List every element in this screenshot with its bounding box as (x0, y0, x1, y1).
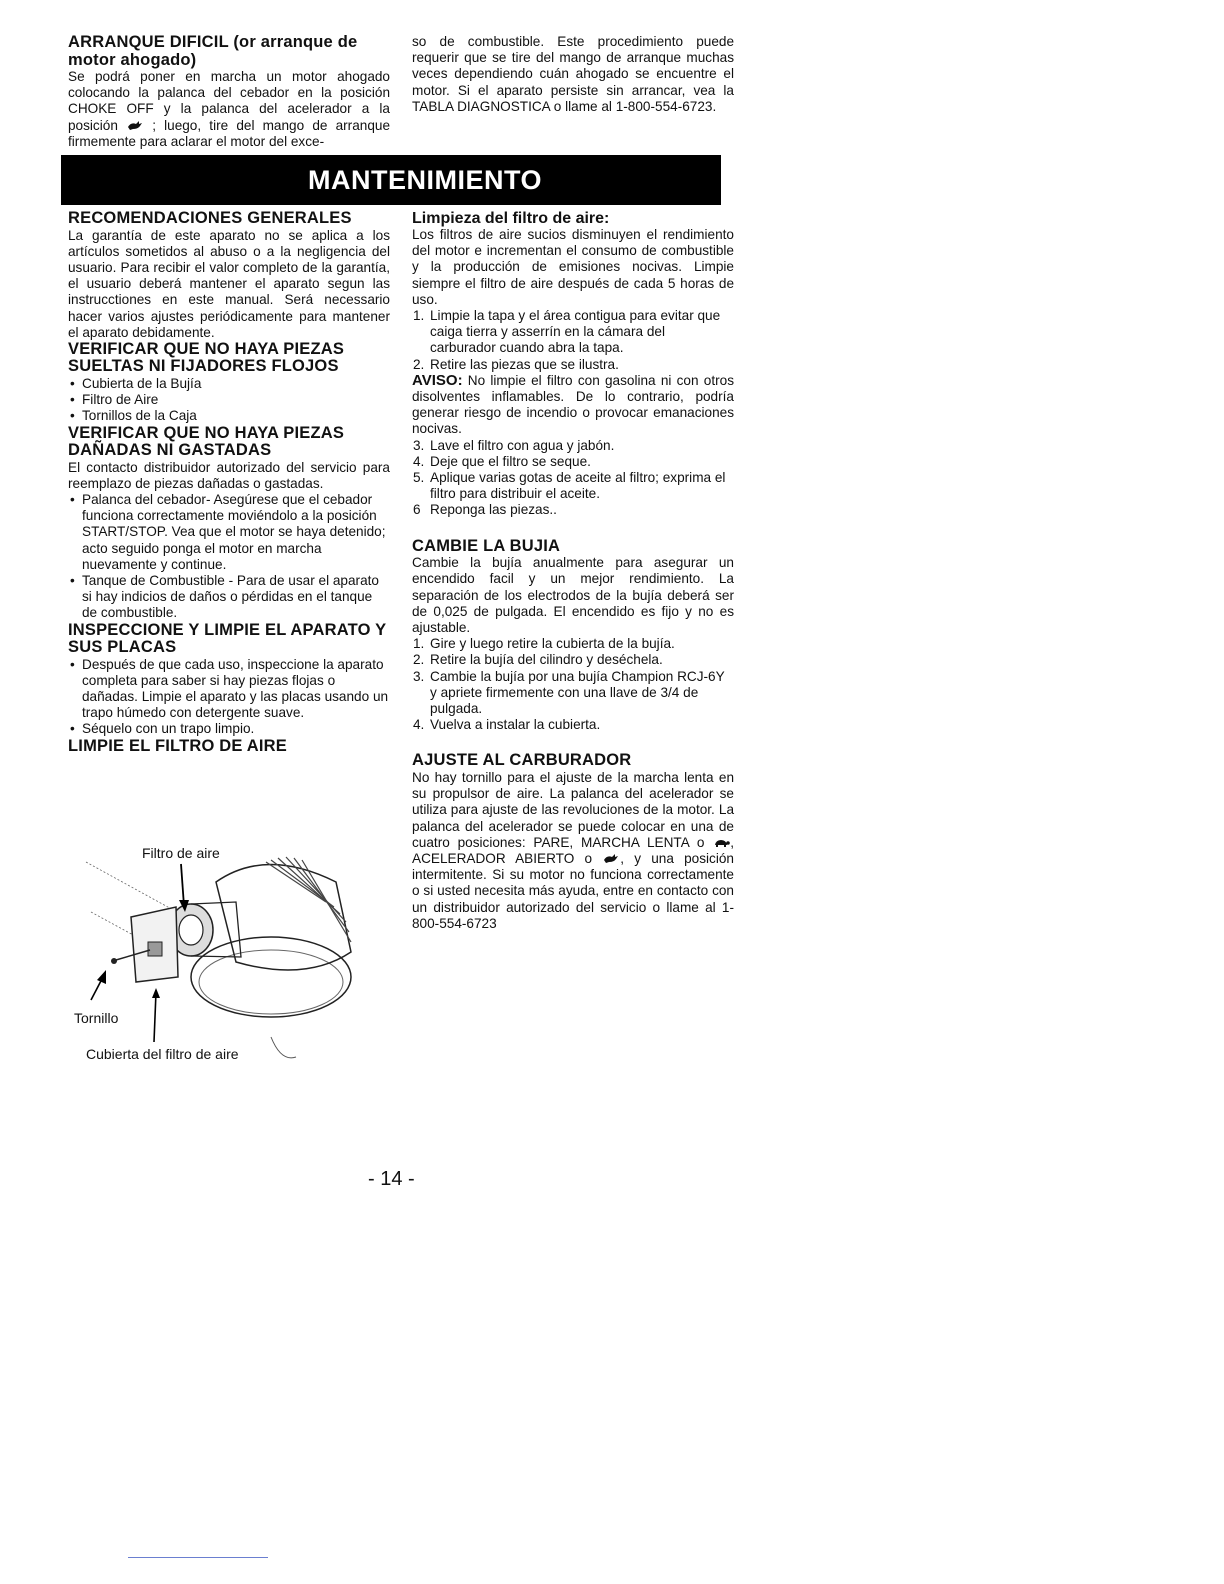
inspeccione-list (68, 657, 390, 738)
carburador-heading: AJUSTE AL CARBURADOR (412, 751, 632, 770)
limpieza-text: Los filtros de aire sucios disminuyen el rendimiento del motor e incrementan el consumo de combustible y la producción de emisiones nocivas. Limpie siempre el filtro de aire después de cada 5 horas de uso. (412, 227, 734, 307)
right-column (412, 210, 734, 932)
top-left-column (68, 34, 390, 150)
aviso-paragraph (412, 373, 734, 438)
verificar-danadas-list (68, 492, 390, 622)
footer-divider (128, 1557, 268, 1558)
inspeccione-heading: INSPECCIONE Y LIMPIE EL APARATO Y SUS PLACAS (68, 620, 387, 657)
list-item: 4. Deje que el filtro se seque. (413, 453, 591, 469)
air-filter-illustration (66, 842, 366, 1072)
label-cubierta-filtro: Cubierta del filtro de aire (86, 1046, 239, 1062)
bujia-heading: CAMBIE LA BUJIA (412, 536, 561, 555)
banner-title: MANTENIMIENTO (308, 164, 542, 195)
list-item: • Palanca del cebador- Asegúrese que el cebador funciona correctamente moviéndolo a la posición START/STOP. Vea que el motor se haya detenido; acto seguido ponga el motor en marcha nuevamente y continue. (68, 492, 390, 573)
aviso-text: No limpie el filtro con gasolina ni con otros disolventes inflamables. De lo contrario, podría generar riesgo de incendio o provocar emanaciones nocivas. (412, 372, 734, 437)
section-banner (61, 155, 721, 205)
verificar-danadas-heading: VERIFICAR QUE NO HAYA PIEZAS DAÑADAS NI GASTADAS (68, 423, 345, 460)
arranque-heading: ARRANQUE DIFICIL (or arranque de motor ahogado) (68, 33, 358, 69)
arranque-continued-text: so de combustible. Este procedimiento puede requerir que se tire del mango de arranque muchas veces dependiendo cuán ahogado se encuentre el motor. Si el aparato persiste sin arrancar, vea la TABLA DIAGNOSTICA o llame al 1-800-554-6723. (412, 34, 734, 114)
list-item: 1. Gire y luego retire la cubierta de la bujía. (413, 636, 675, 652)
list-item: • Séquelo con un trapo limpio. (68, 721, 390, 737)
list-item: 3. Cambie la bujía por una bujía Champion RCJ-6Y y apriete firmemente con una llave de 3/4 de pulgada. (413, 668, 725, 716)
rabbit-fast-icon (126, 120, 144, 131)
verificar-sueltas-list (68, 376, 390, 425)
air-filter-figure (66, 842, 366, 1072)
rabbit-fast-icon (602, 853, 620, 864)
limpieza-steps-b (412, 438, 734, 519)
left-column (68, 210, 390, 755)
list-item: • Tornillos de la Caja (68, 408, 390, 424)
list-item: 5. Aplique varias gotas de aceite al filtro; exprima el filtro para distribuir el aceite. (413, 470, 726, 502)
limpieza-heading: Limpieza del filtro de aire: (412, 210, 610, 227)
recomendaciones-heading: RECOMENDACIONES GENERALES (68, 209, 352, 227)
list-item: • Cubierta de la Bujía (68, 376, 390, 392)
recomendaciones-text: La garantía de este aparato no se aplica a los artículos sometidos al abuso o a la negligencia del usuario. Para recibir el valor completo de la garantía, el usuario deberá mantener el aparato segun las instrucctiones en este manual. Será necessario hacer varios ajustes periódicamente para mantener el aparato debidamente. (68, 227, 390, 340)
verificar-danadas-text: El contacto distribuidor autorizado del servicio para reemplazo de piezas dañadas o gastadas. (68, 459, 390, 491)
page-number: - 14 - (368, 1168, 415, 1190)
list-item: 2. Retire la bujía del cilindro y deséchela. (413, 652, 663, 668)
list-item: 4. Vuelva a instalar la cubierta. (413, 717, 601, 733)
aviso-label: AVISO: (412, 371, 463, 389)
list-item: • Filtro de Aire (68, 392, 390, 408)
bujia-text: Cambie la bujía anualmente para asegurar un encendido facil y un mejor rendimiento. La separación de los electrodos de la bujía deberá ser de 0,025 de pulgada. El encendido es fijo y no es ajustable. (412, 555, 734, 635)
list-item: 1. Limpie la tapa y el área contigua para evitar que caiga tierra y asserrín en la cámara del carburador cuando abra la tapa. (413, 308, 721, 356)
list-item: 6 Reponga las piezas.. (413, 502, 557, 518)
bujia-steps (412, 636, 734, 733)
label-filtro-de-aire: Filtro de aire (142, 845, 220, 861)
arranque-text: Se podrá poner en marcha un motor ahogado colocando la palanca del cebador en la posición CHOKE OFF y la palanca del acelerador a la posición ; luego, tire del mango de arranque firmemente para aclarar el motor del exce- (68, 69, 391, 149)
top-right-column (412, 34, 734, 115)
limpieza-steps-a (412, 308, 734, 373)
turtle-slow-icon (712, 837, 730, 848)
label-tornillo: Tornillo (74, 1010, 119, 1026)
limpie-filtro-heading: LIMPIE EL FILTRO DE AIRE (68, 736, 288, 755)
list-item: • Después de que cada uso, inspeccione la aparato completa para saber si hay piezas flojas o dañadas. Limpie el aparato y las placas usando un trapo húmedo con detergente suave. (68, 657, 390, 722)
carburador-text: No hay tornillo para el ajuste de la marcha lenta en su propulsor de aire. La palanca del acelerador se utiliza para ajuste de las revoluciones de la motor. La palanca del acelerador se puede colocar en una de cuatro posiciones: PARE, MARCHA LENTA o , ACELERADOR ABIERTO o , y una posición intermitente. Si su motor no funciona correctamente o si usted necesita más ayuda, entre en contacto con un distribuidor autorizado del servicio o llame al 1-800-554-6723 (412, 769, 734, 931)
verificar-sueltas-heading: VERIFICAR QUE NO HAYA PIEZAS SUELTAS NI FIJADORES FLOJOS (68, 339, 345, 376)
list-item: 2. Retire las piezas que se ilustra. (413, 356, 619, 372)
list-item: • Tanque de Combustible - Para de usar el aparato si hay indicios de daños o pérdidas en el tanque de combustible. (68, 573, 390, 622)
list-item: 3. Lave el filtro con agua y jabón. (413, 437, 615, 453)
